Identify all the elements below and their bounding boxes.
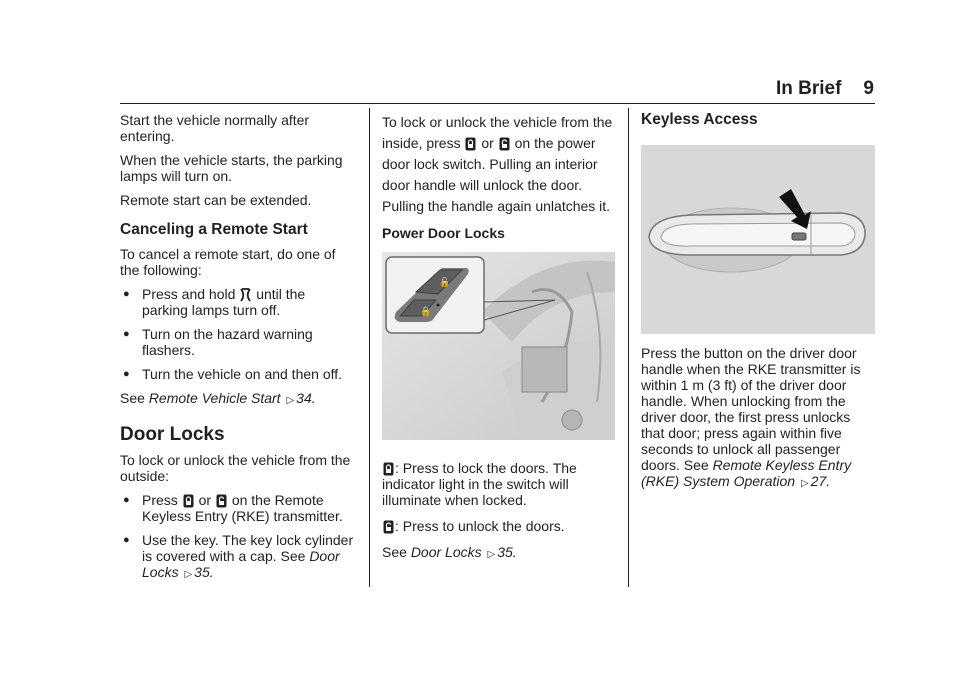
column-3 <box>641 112 877 136</box>
paragraph: When the vehicle starts, the parking lamps will turn on. <box>120 152 343 184</box>
bullet-icon: ● <box>123 368 130 380</box>
paragraph: To cancel a remote start, do one of the following: <box>120 246 336 278</box>
cross-reference-link[interactable]: Remote Keyless Entry (RKE) System Operation <box>641 457 852 489</box>
see-reference <box>382 544 616 563</box>
svg-text:🔒: 🔒 <box>420 307 432 317</box>
bullet-icon: ● <box>123 288 130 300</box>
unlock-description <box>382 518 616 534</box>
column-2 <box>382 112 614 249</box>
power-door-locks-illustration <box>382 252 615 440</box>
bullet-text: Use the key. The key lock cylinder is covered with a cap. See <box>142 532 354 564</box>
page-reference[interactable]: 27. <box>810 473 831 489</box>
page-number: 9 <box>863 78 874 99</box>
list-item <box>120 366 354 382</box>
bullet-text: on the Remote Keyless Entry (RKE) transmitter. <box>142 492 343 524</box>
cross-reference-link[interactable]: Door Locks <box>410 544 482 560</box>
heading-canceling-remote-start: Canceling a Remote Start <box>120 221 308 238</box>
list-item <box>120 286 354 318</box>
door-panel-drawing <box>382 252 615 440</box>
bullet-text: Turn the vehicle on and then off. <box>142 366 343 382</box>
paragraph: Remote start can be extended. <box>120 192 312 208</box>
page-reference[interactable]: 34. <box>296 390 316 406</box>
page-reference[interactable]: 35. <box>194 564 214 580</box>
running-header <box>776 78 874 100</box>
header-rule <box>120 103 875 104</box>
unlock-description-text: : Press to unlock the doors. <box>395 518 565 534</box>
see-label: See <box>382 544 407 560</box>
cross-reference-link[interactable]: Door Locks <box>142 548 340 580</box>
paragraph: Start the vehicle normally after entering. <box>120 112 310 144</box>
page-reference-arrow-icon: ▷ <box>800 478 809 489</box>
lock-description-text: : Press to lock the doors. The indicator light in the switch will illuminate when locked. <box>382 460 577 508</box>
paragraph-text: To lock or unlock the vehicle from the inside, press <box>382 114 613 151</box>
section-title: In Brief <box>775 78 842 99</box>
paragraph-text: Press the button on the driver door handle when the RKE transmitter is within 1 m (3 ft) of the driver door handle. When unlocking from the driver door, the first press unlocks that door; press again within five seconds to unlock all passenger doors. See <box>641 345 861 473</box>
column-2-lower <box>382 460 616 571</box>
unlock-icon <box>499 137 510 151</box>
paragraph-text: on the power door lock switch. Pulling an interior door handle will unlock the door. Pulling the handle again unlatches it. <box>382 135 611 214</box>
column-1 <box>120 112 354 591</box>
bullet-icon: ● <box>123 494 130 506</box>
cross-reference-link[interactable]: Remote Vehicle Start <box>148 390 281 406</box>
heading-door-locks: Door Locks <box>120 424 225 445</box>
bullet-text: Press <box>142 492 178 508</box>
column-3-lower <box>641 345 877 500</box>
unlock-icon <box>216 494 227 508</box>
paragraph-text: or <box>481 135 494 151</box>
paragraph <box>382 112 614 217</box>
page-reference-arrow-icon: ▷ <box>487 549 496 560</box>
page-reference[interactable]: 35. <box>497 544 517 560</box>
column-divider-1 <box>369 108 370 587</box>
bullet-text: Turn on the hazard warning flashers. <box>142 326 313 358</box>
paragraph: To lock or unlock the vehicle from the outside: <box>120 452 351 484</box>
lock-icon <box>465 137 476 151</box>
bullet-text: or <box>198 492 212 508</box>
heading-keyless-access: Keyless Access <box>641 111 758 128</box>
bullet-icon: ● <box>123 328 130 340</box>
page-reference-arrow-icon: ▷ <box>286 395 295 406</box>
door-handle-drawing <box>641 145 875 334</box>
lock-icon <box>183 494 194 508</box>
list-item <box>120 492 354 524</box>
bullet-text: Press and hold <box>142 286 236 302</box>
bullet-icon: ● <box>123 534 130 546</box>
page-reference-arrow-icon: ▷ <box>184 569 193 580</box>
list-item <box>120 532 354 583</box>
see-label: See <box>120 390 145 406</box>
lock-icon <box>383 462 394 476</box>
unlock-icon <box>383 520 394 534</box>
keyless-door-handle-illustration <box>641 145 875 334</box>
keyless-access-paragraph <box>641 345 877 492</box>
figure-caption: Power Door Locks <box>382 225 505 241</box>
svg-text:🔓: 🔓 <box>439 278 451 288</box>
list-item <box>120 326 354 358</box>
see-reference <box>120 390 354 409</box>
remote-start-icon <box>240 288 251 302</box>
column-divider-2 <box>628 108 629 587</box>
bullet-text: until the parking lamps turn off. <box>142 286 306 318</box>
lock-description <box>382 460 616 508</box>
